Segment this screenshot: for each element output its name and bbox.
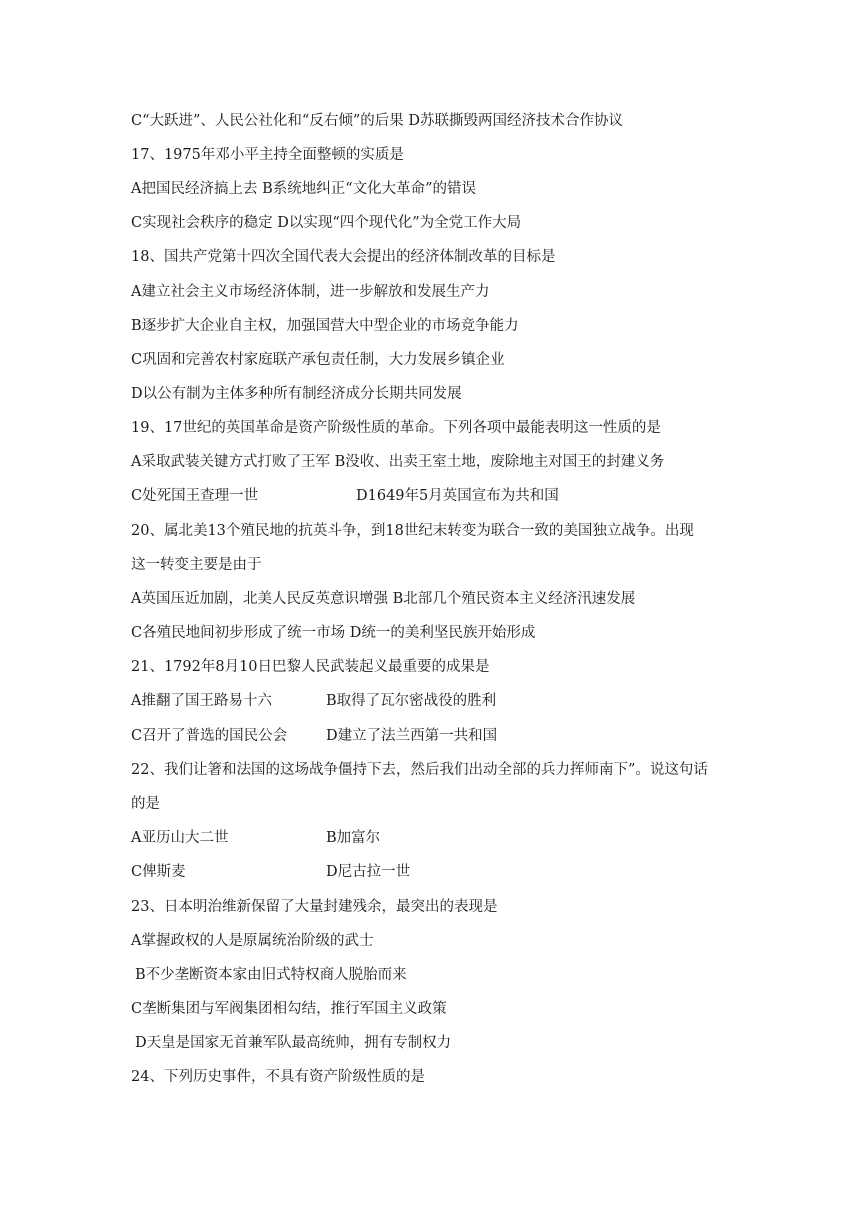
q19-option-c: C处死国王查理一世: [131, 488, 259, 504]
q17-option-ab: A把国民经济搞上去 B系统地纠正“文化大革命”的错误: [131, 181, 477, 197]
q23-option-b: B不少垄断资本家由旧式特权商人脱胎而来: [135, 967, 407, 983]
q23-option-c: C垄断集团与军阀集团相勾结，推行军国主义政策: [131, 1001, 447, 1017]
q24-question: 24、下列历史事件，不具有资产阶级性质的是: [131, 1069, 425, 1085]
q19-question: 19、17世纪的英国革命是资产阶级性质的革命。下列各项中最能表明这一性质的是: [131, 420, 661, 436]
q21-option-b: B取得了瓦尔密战役的胜利: [326, 693, 497, 709]
q22-option-b: B加富尔: [326, 830, 381, 846]
q16-option-cd: C“大跃进”、人民公社化和“反右倾”的后果 D苏联撕毁两国经济技术合作协议: [131, 113, 623, 129]
q20-question-line1: 20、属北美13个殖民地的抗英斗争，到18世纪末转变为联合一致的美国独立战争。出现: [131, 523, 694, 539]
q20-option-cd: C各殖民地间初步形成了统一市场 D统一的美利坚民族开始形成: [131, 625, 536, 641]
q22-option-a: A亚历山大二世: [131, 830, 229, 846]
q17-question: 17、1975年邓小平主持全面整顿的实质是: [131, 147, 404, 163]
q21-option-c: C召开了普选的国民公会: [131, 728, 288, 744]
q23-option-a: A掌握政权的人是原属统治阶级的武士: [131, 933, 374, 949]
q22-question-line2: 的是: [131, 796, 160, 812]
q21-option-d: D建立了法兰西第一共和国: [326, 728, 498, 744]
q20-option-ab: A英国压近加剧，北美人民反英意识增强 B北部几个殖民资本主义经济汛速发展: [131, 591, 636, 607]
q18-option-d: D以公有制为主体多种所有制经济成分长期共同发展: [131, 386, 462, 402]
q18-option-c: C巩固和完善农村家庭联产承包责任制，大力发展乡镇企业: [131, 352, 505, 368]
q18-option-b: B逐步扩大企业自主权，加强国营大中型企业的市场竞争能力: [131, 318, 519, 334]
q23-question: 23、日本明治维新保留了大量封建残余，最突出的表现是: [131, 899, 498, 915]
q21-option-a: A推翻了国王路易十六: [131, 693, 272, 709]
q18-question: 18、国共产党第十四次全国代表大会提出的经济体制改革的目标是: [131, 249, 556, 265]
q21-question: 21、1792年8月10日巴黎人民武装起义最重要的成果是: [131, 659, 490, 675]
q17-option-cd: C实现社会秩序的稳定 D以实现“四个现代化”为全党工作大局: [131, 215, 522, 231]
q22-option-d: D尼古拉一世: [326, 864, 411, 880]
q23-option-d: D天皇是国家无首兼军队最高统帅，拥有专制权力: [135, 1035, 452, 1051]
q22-question-line1: 22、我们让箸和法国的这场战争僵持下去，然后我们出动全部的兵力挥师南下”。说这句话: [131, 762, 708, 778]
q22-option-c: C俾斯麦: [131, 864, 186, 880]
q19-option-d: D1649年5月英国宣布为共和国: [356, 488, 559, 504]
q19-option-ab: A采取武装关键方式打败了王军 B没收、出卖王室土地，废除地主对国王的封建义务: [131, 454, 665, 470]
q20-question-line2: 这一转变主要是由于: [131, 557, 262, 573]
q18-option-a: A建立社会主义市场经济体制，进一步解放和发展生产力: [131, 284, 490, 300]
